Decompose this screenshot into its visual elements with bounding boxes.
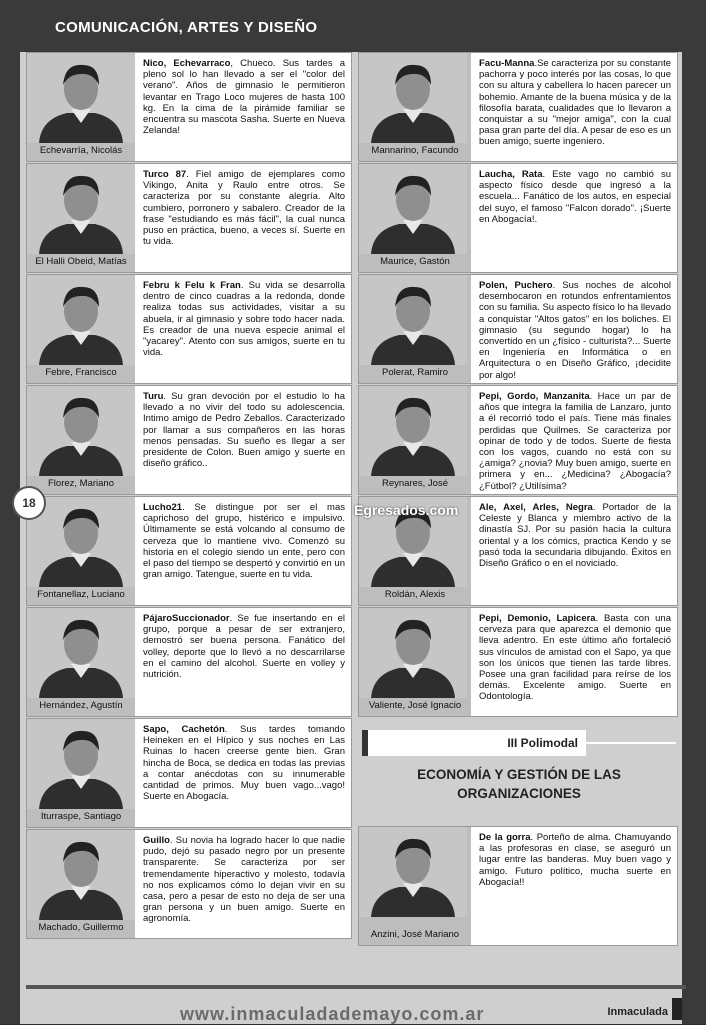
student-entry (26, 385, 352, 495)
student-bio: . Sus noches de alcohol desembocaron en rotundos enfrentamientos con su familia. Su aspecto físico lo ha llevado a conquistar "Altos gatos" en los boliches. El gimnasio (su segundo hogar) lo ha convertido en un ¿físico - culturista?... Suerte en Ingeniería en Informática o en Arquitectura o en Diseño Gráfico, ¡decidite por algo! (479, 280, 672, 381)
student-description (479, 391, 671, 492)
student-photo (27, 164, 135, 272)
student-name: Mannarino, Facundo (371, 145, 459, 156)
student-nickname: Guillo (143, 835, 170, 846)
student-description (479, 169, 671, 225)
student-photo (27, 497, 135, 605)
student-name: Valiente, José Ignacio (368, 700, 462, 711)
student-entry (358, 385, 678, 495)
student-name: Reynares, José (381, 478, 448, 489)
footer-label: Inmaculada (607, 1006, 668, 1018)
student-name: Maurice, Gastón (380, 256, 450, 267)
student-name: Hernández, Agustín (39, 700, 123, 711)
student-nickname: Nico, Echevarraco (143, 58, 231, 69)
student-photo (27, 386, 135, 494)
student-photo (27, 53, 135, 161)
student-description (143, 724, 345, 802)
student-bio: . Porteño de alma. Chamuyando a las profesoras en clase, se aseguró un lugar entre las banderas. Muy buen vago y amigo. Futuro político, mucha suerte en Abogacía!! (479, 832, 671, 888)
student-bio: . Sus tardes tomando Heineken en el Hípico y sus noches en Las Ruinas lo hacen creerse gente bien. Gran hincha de Boca, se dedica en todas las previas a contar anécdotas con su innumerable cantidad de primos. Muy buen vago...vago! Suerte en Abogacía. (143, 724, 345, 803)
right-border (682, 0, 706, 1024)
student-name: Polerat, Ramiro (382, 367, 448, 378)
section-rule (580, 742, 676, 744)
student-photo (359, 386, 471, 494)
student-description (479, 502, 671, 569)
student-description (479, 280, 671, 381)
student-bio: . Hace un par de años que integra la familia de Lanzaro, junto a él recorrió todo el país. Tiene más finales perdidas que Quilmes. Se caracteriza por opinar de todo y de todos. Suerte de fiesta con los vagos, cuando no está con su ¿amiga? ¿novia? Muy buen amigo, suerte en primera y en... ¿Medicina? ¿Abogacía? ¿Fútbol? ¿Utilísima? (479, 391, 671, 492)
student-bio: . Su vida se desarrolla dentro de cinco cuadras a la redonda, donde realiza todas sus actividades, visitar a su abuela, ir al gimnasio y sobre todo hacer nada. Es creador de una nueva especie animal el "yacarey". Atento con sus amigos, suerte en tu vida. (143, 280, 345, 359)
student-nickname: Turu (143, 391, 164, 402)
student-entry (26, 718, 352, 828)
student-nickname: Turco 87 (143, 169, 187, 180)
student-description (479, 613, 671, 703)
student-name: El Halli Obeid, Matías (35, 256, 127, 267)
student-description (143, 613, 345, 680)
student-entry (26, 496, 352, 606)
student-entry (358, 826, 678, 946)
section-label-box (362, 730, 586, 756)
student-entry (26, 829, 352, 939)
student-bio: . Su novia ha logrado hacer lo que nadie pudo, dejó su pasado negro por un presente transparente. Se caracteriza por ser tremendamente hiperactivo y molesto, todavía no nos explicamos cómo lo dejan vivir en su casa, pero a pesar de esto no deja de ser una gran persona y un buen amigo. Suerte en agronomía. (143, 835, 345, 925)
student-nickname: Laucha, Rata (479, 169, 543, 180)
student-entry (26, 607, 352, 717)
student-nickname: Pepi, Demonio, Lapicera (479, 613, 596, 624)
footer-rule (26, 985, 686, 989)
student-description (143, 391, 345, 469)
watermark: Egresados.com (354, 502, 459, 518)
student-nickname: Facu-Manna (479, 58, 535, 69)
student-bio: . Portador de la Celeste y Blanca y miembro activo de la dinastía SJ. Por su pasión hacia la cultura oriental y a los cómics, practica Kendo y se pasó toda la secundaria dibujando. Éxitos en Diseño Gráfico o en el noviciado. (479, 502, 671, 570)
student-description (143, 58, 345, 136)
student-bio: . Basta con una cerveza para que aparezca el demonio que lleva adentro. En este último año fortaleció sus vínculos de amistad con el Sapo, ya que son los únicos que tienen las tarde libres. Posee una gran facilidad para reírse de los demás. Excelente amigo. Suerte en Odontología. (479, 613, 671, 703)
student-entry (26, 274, 352, 384)
student-description (479, 832, 671, 888)
section-label: III Polimodal (507, 736, 578, 750)
student-name: Anzini, José Mariano (370, 929, 460, 940)
section-title: ECONOMÍA Y GESTIÓN DE LAS ORGANIZACIONES (417, 767, 621, 801)
student-name: Roldán, Alexis (384, 589, 446, 600)
page-title: COMUNICACIÓN, ARTES Y DISEÑO (55, 19, 318, 36)
student-name: Echevarría, Nicolás (39, 145, 123, 156)
student-bio: .Se caracteriza por su constante pachorra y poco interés por las cosas, lo que con su altura y cabellera lo hacen parecer un bohemio. Amante de la buena música y de la filosofía barata, cualidades que lo llevaron a conquistar a su "mejor amiga", con la cual pasa gran parte del día. A pesar de eso es un buen amigo, suerte ingeniero. (479, 58, 671, 148)
student-photo (359, 608, 471, 716)
student-entry (26, 163, 352, 273)
student-name: Fontanellaz, Luciano (37, 589, 125, 600)
student-bio: . Su gran devoción por el estudio lo ha llevado a no vivir del todo su adolescencia. Intimo amigo de Pedro Zeballos. Caracterizado por llamar a sus compañeros en las horas menos pensadas. Su sueño es llegar a ser presidente de Colon. Buen amigo y suerte en diseño gráfico.. (143, 391, 345, 470)
student-name: Florez, Mariano (48, 478, 114, 489)
student-photo (359, 53, 471, 161)
student-description (143, 169, 345, 247)
student-photo (27, 608, 135, 716)
student-nickname: Febru k Felu k Fran (143, 280, 241, 291)
student-nickname: Ale, Axel, Arles, Negra (479, 502, 593, 513)
student-nickname: Lucho21 (143, 502, 183, 513)
student-name: Machado, Guillermo (38, 922, 124, 933)
student-entry (358, 163, 678, 273)
student-photo (359, 827, 471, 945)
student-photo (359, 164, 471, 272)
student-description (143, 280, 345, 358)
student-entry (26, 52, 352, 162)
student-name: Febre, Francisco (45, 367, 117, 378)
student-photo (27, 719, 135, 827)
student-photo (27, 830, 135, 938)
student-bio: . Se distingue por ser el mas caprichoso del grupo, histérico e impulsivo. Últimamente se está volcando al consumo de cerveza que lo mantiene vivo. Comenzó su historia en el colegio siendo un ente, pero con el paso del tiempo se despertó y convirtió en un gran amigo. Tatengue, suerte en tu vida. (143, 502, 345, 581)
student-entry (358, 607, 678, 717)
student-bio: . Fiel amigo de ejemplares como Vikingo, Anita y Raulo entre otros. Se caracteriza por su constante alegría. Alto cumbiero, porronero y sabalero. Creador de la frase "estudiando es más fácil", la cual nunca puso en práctica, bueno, a veces sí. Suerte en tu vida. (143, 169, 345, 248)
page-number: 18 (12, 486, 46, 520)
student-entry (358, 52, 678, 162)
student-nickname: De la gorra (479, 832, 531, 843)
student-photo (359, 275, 471, 383)
footer-mark (672, 998, 682, 1020)
footer-url: www.inmaculadademayo.com.ar (180, 1004, 485, 1024)
student-description (143, 835, 345, 925)
student-photo (27, 275, 135, 383)
student-bio: , Chueco. Sus tardes a pleno sol lo han llevado a ser el "color del verano". Años de gimnasio le permitieron levantar en Trago Loco mujeres de hasta 100 kg. En la cima de la pirámide familiar se encuentra su mascota Sasha. Suerte en Nueva Zelanda! (143, 58, 346, 137)
student-bio: . Este vago no cambió su aspecto físico desde que ingresó a la escuela... Fanático de los autos, en especial del suyo, el famoso "Falcon dorado". ¡Suerte en Abogacía!. (479, 169, 671, 225)
student-nickname: Sapo, Cachetón (143, 724, 225, 735)
student-entry (358, 274, 678, 384)
student-description (479, 58, 671, 148)
student-nickname: Pepi, Gordo, Manzanita (479, 391, 590, 402)
student-description (143, 502, 345, 580)
student-bio: . Se fue insertando en el grupo, porque a pesar de ser extranjero, demostró ser buena persona. Fanático del volley, deporte que lo llevó a no descarrilarse en el camino del alcohol. Suerte en volley y nutrición. (143, 613, 345, 681)
student-nickname: PájaroSuccionador (143, 613, 230, 624)
student-name: Iturraspe, Santiago (40, 811, 122, 822)
student-nickname: Polen, Puchero (479, 280, 553, 291)
